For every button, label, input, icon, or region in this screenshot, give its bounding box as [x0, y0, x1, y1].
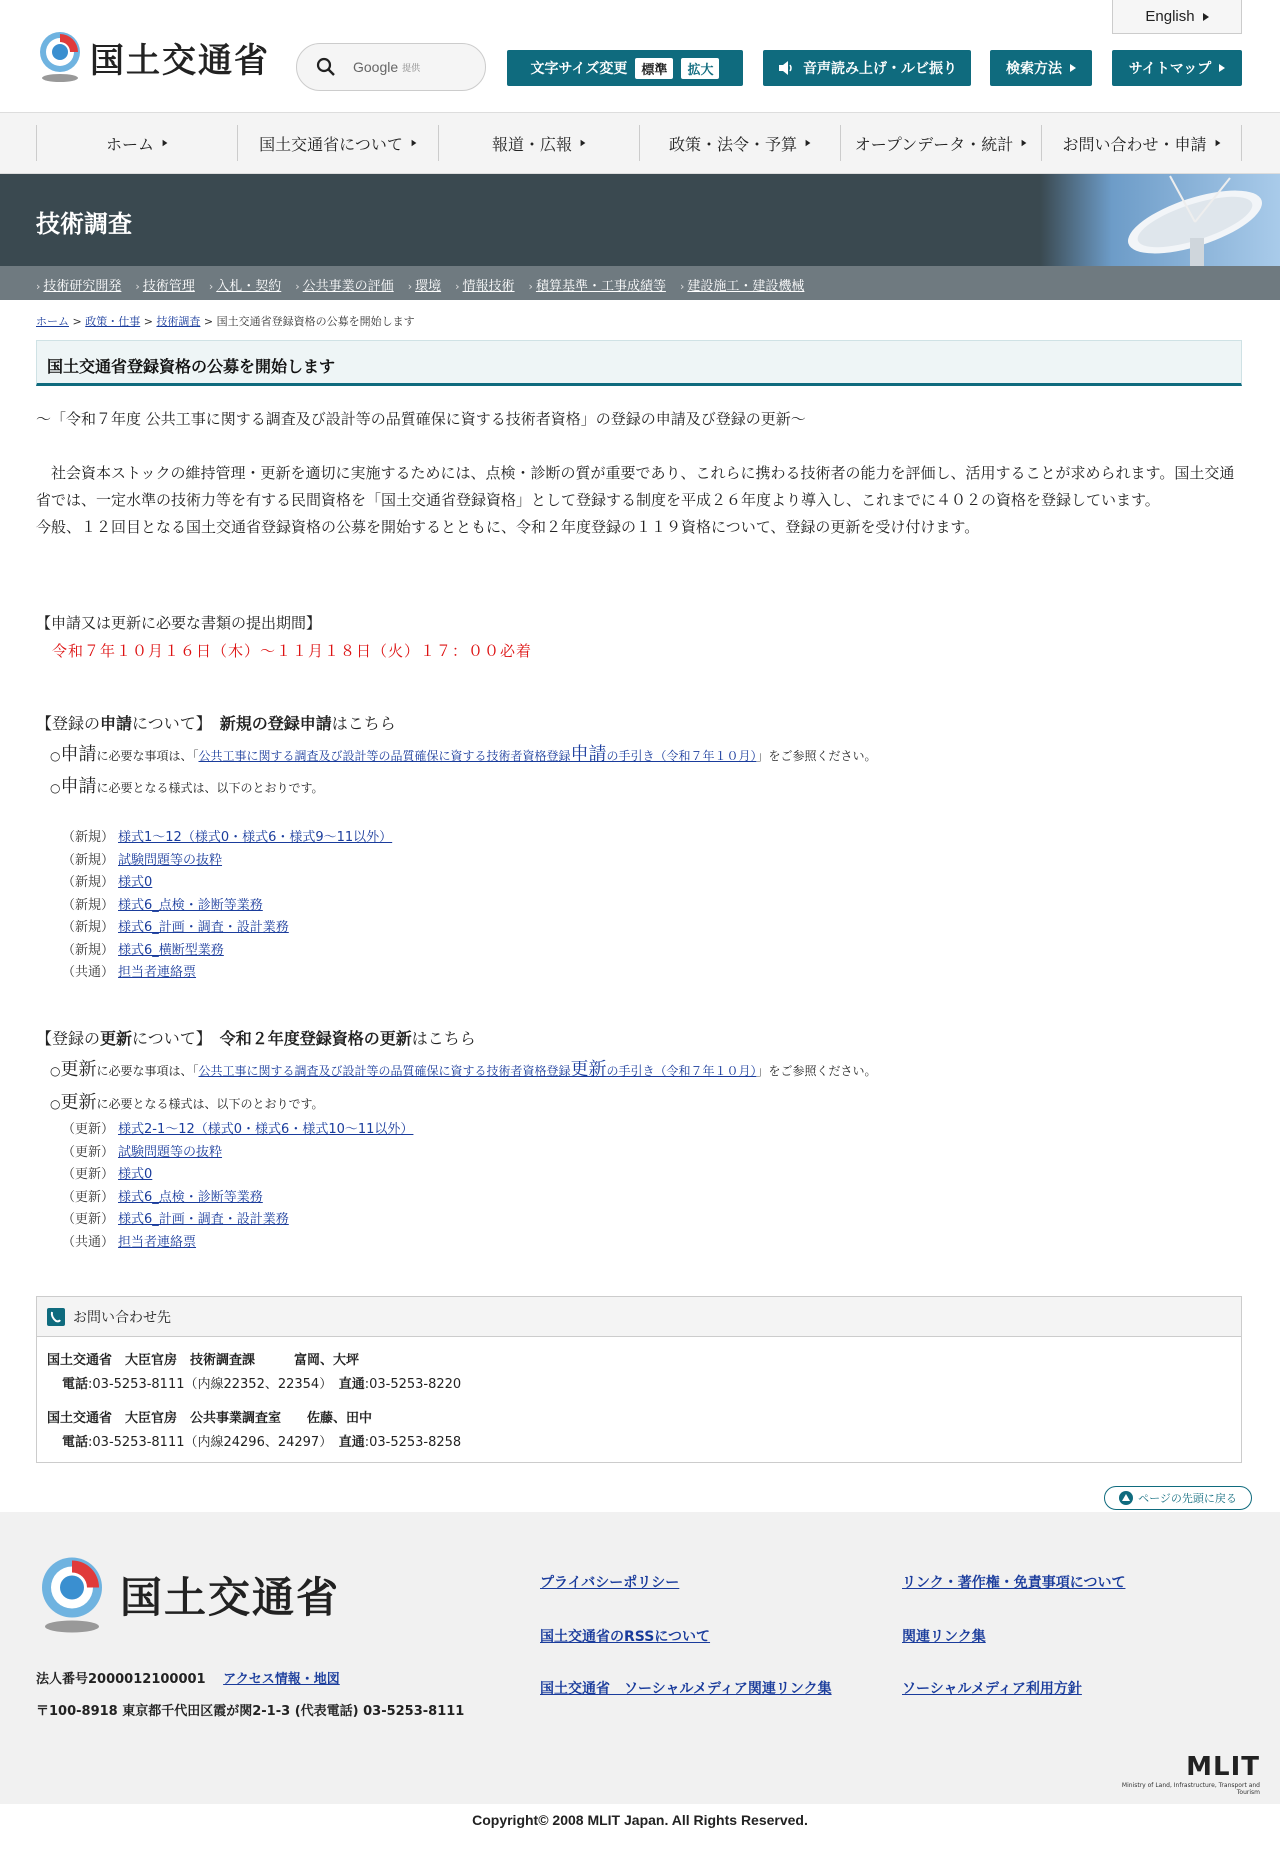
breadcrumb-tech[interactable]: 技術調査 — [156, 315, 201, 328]
site-footer — [0, 1512, 1280, 1804]
form-download-link[interactable]: 様式6_計画・調査・設計業務 — [118, 1212, 289, 1227]
arrow-up-icon — [1119, 1491, 1133, 1505]
chevron-right-icon — [1070, 64, 1076, 72]
sitemap-button[interactable] — [1112, 50, 1242, 86]
subnav-item — [408, 275, 441, 294]
footer-link-social[interactable]: 国土交通省 ソーシャルメディア関連リンク集 — [540, 1681, 832, 1697]
subnav-link-estimation[interactable]: 積算基準・工事成績等 — [535, 279, 666, 294]
form-list-item: （更新） 様式6_計画・調査・設計業務 — [62, 1212, 289, 1227]
deadline-label: 【申請又は更新に必要な書類の提出期間】 — [36, 614, 322, 632]
sub-nav — [0, 266, 1280, 300]
form-download-link[interactable]: 試験問題等の抜粋 — [118, 852, 223, 868]
form-list-item: （新規） 試験問題等の抜粋 — [62, 852, 223, 868]
section-banner — [0, 174, 1280, 266]
form-list-item: （新規） 様式6_点検・診断等業務 — [62, 897, 263, 913]
contact-title: お問い合わせ先 — [73, 1309, 171, 1326]
chevron-right-icon: › — [528, 280, 533, 293]
search-icon — [315, 56, 337, 78]
lead-text: ～「令和７年度 公共工事に関する調査及び設計等の品質確保に資する技術者資格」の登録の申請及び登録の更新～ — [36, 410, 806, 428]
subnav-item — [36, 275, 121, 294]
chevron-right-icon — [1022, 140, 1027, 146]
form-download-link[interactable]: 担当者連絡票 — [118, 1234, 197, 1250]
footer-logo-text: 国土交通省 — [120, 1573, 341, 1622]
chevron-right-icon: › — [36, 280, 41, 293]
form-list-item: （新規） 様式6_計画・調査・設計業務 — [62, 920, 289, 935]
chevron-right-icon — [411, 140, 416, 146]
back-to-top-button[interactable] — [1104, 1486, 1252, 1510]
chevron-right-icon: › — [679, 280, 685, 293]
speaker-icon — [777, 60, 795, 76]
form-list-item: （新規） 様式1～12（様式0・様式6・様式9～11以外） — [62, 830, 393, 845]
howto-label: 検索方法 — [1006, 61, 1062, 77]
contact-org-2: 国土交通省 大臣官房 公共事業調査室 佐藤、田中 — [47, 1411, 373, 1426]
subnav-item — [135, 275, 194, 294]
form-download-link[interactable]: 様式6_計画・調査・設計業務 — [118, 920, 289, 935]
form-download-link[interactable]: 様式2-1～12（様式0・様式6・様式10～11以外） — [118, 1122, 414, 1137]
gnav-item-policy[interactable]: 政策・法令・予算 — [639, 125, 840, 161]
global-nav — [0, 112, 1280, 174]
contact-box — [36, 1296, 1242, 1463]
corp-number-line: 法人番号2000012100001 アクセス情報・地図 — [36, 1672, 340, 1687]
copyright: Copyright© 2008 MLIT Japan. All Rights Reserved. — [472, 1812, 808, 1828]
chevron-right-icon: › — [135, 280, 140, 293]
form-download-link[interactable]: 様式6_点検・診断等業務 — [118, 1189, 263, 1205]
body-paragraph-1: 社会資本ストックの維持管理・更新を適切に実施するためには、点検・診断の質が重要であり、これらに携わる技術者の能力を評価し、活用することが求められます。国土交通省では、一定水準の技術力等を有する民間資格を「国土交通省登録資格」として登録する制度を平成２６年度より導入し、これまでに４０２の資格を登録しています。 — [36, 464, 1235, 509]
access-link[interactable]: アクセス情報・地図 — [223, 1672, 340, 1687]
subnav-link-environment[interactable]: 環境 — [415, 279, 442, 294]
google-sub: 提供 — [402, 63, 421, 74]
voice-label: 音声読み上げ・ルビ振り — [803, 61, 957, 77]
footer-address: 〒100-8918 東京都千代田区霞が関2-1-3 (代表電話) 03-5253-8111 — [36, 1704, 465, 1719]
chevron-right-icon — [1219, 64, 1225, 72]
gnav-item-home[interactable]: ホーム — [36, 125, 237, 161]
breadcrumb-policy[interactable]: 政策・仕事 — [85, 315, 141, 328]
form-list-item: （共通） 担当者連絡票 — [62, 1234, 197, 1250]
gnav-item-contact[interactable]: お問い合わせ・申請 — [1041, 125, 1242, 161]
gnav-item-opendata[interactable]: オープンデータ・統計 — [840, 125, 1041, 161]
footer-logo[interactable] — [36, 1552, 340, 1638]
search-howto-button[interactable] — [990, 50, 1092, 86]
apply-heading: 【登録の申請について】 新規の登録申請はこちら — [36, 714, 396, 733]
contact-tel-2: 電話:03-5253-8111（内線24296、24297） 直通:03-5253-8258 — [62, 1435, 462, 1450]
subnav-item — [209, 275, 281, 294]
breadcrumb-home[interactable]: ホーム — [36, 315, 69, 328]
sitemap-label: サイトマップ — [1128, 61, 1212, 77]
gnav-item-about[interactable]: 国土交通省について — [237, 125, 438, 161]
page-title-box — [36, 340, 1242, 386]
chevron-right-icon — [1215, 140, 1220, 146]
form-list-item: （新規） 様式0 — [62, 875, 153, 890]
font-size-normal-button[interactable]: 標準 — [635, 58, 673, 79]
chevron-right-icon: › — [455, 280, 460, 293]
footer-link-rss[interactable]: 国土交通省のRSSについて — [540, 1629, 711, 1645]
form-list-item: （更新） 試験問題等の抜粋 — [62, 1144, 223, 1160]
renew-note-guide: ○更新に必要な事項は、「公共工事に関する調査及び設計等の品質確保に資する技術者資格登録更新の手引き（令和７年１０月）」をご参照ください。 — [50, 1059, 877, 1080]
renew-forms-list — [62, 1118, 413, 1253]
form-download-link[interactable]: 様式0 — [118, 875, 153, 890]
chevron-right-icon — [806, 140, 811, 146]
chevron-right-icon: › — [407, 280, 413, 293]
contact-header — [37, 1297, 1241, 1337]
form-download-link[interactable]: 担当者連絡票 — [118, 965, 197, 980]
form-download-link[interactable]: 様式1～12（様式0・様式6・様式9～11以外） — [118, 830, 393, 845]
form-list-item: （更新） 様式6_点検・診断等業務 — [62, 1189, 263, 1205]
mlit-logo-icon — [36, 30, 84, 84]
satellite-dish-image — [1040, 174, 1280, 266]
subnav-item — [680, 275, 804, 294]
renew-heading: 【登録の更新について】 令和２年度登録資格の更新はこちら — [36, 1029, 476, 1048]
form-list-item: （更新） 様式2-1～12（様式0・様式6・様式10～11以外） — [62, 1122, 414, 1137]
voice-reading-button[interactable] — [763, 50, 971, 86]
renew-note-forms: ○更新に必要となる様式は、以下のとおりです。 — [50, 1092, 324, 1113]
footer-link-social-policy[interactable]: ソーシャルメディア利用方針 — [902, 1681, 1082, 1697]
apply-guide-link[interactable]: 公共工事に関する調査及び設計等の品質確保に資する技術者資格登録申請の手引き（令和７年１０月） — [198, 744, 757, 765]
google-brand: Google — [353, 59, 399, 75]
english-button[interactable] — [1112, 0, 1242, 34]
subnav-item — [455, 275, 514, 294]
form-download-link[interactable]: 試験問題等の抜粋 — [118, 1144, 223, 1160]
apply-note-guide: ○申請に必要な事項は、「公共工事に関する調査及び設計等の品質確保に資する技術者資格登録申請の手引き（令和７年１０月）」をご参照ください。 — [50, 744, 877, 765]
subnav-link-management[interactable]: 技術管理 — [142, 279, 195, 294]
subnav-link-evaluation[interactable]: 公共事業の評価 — [302, 279, 394, 294]
form-download-link[interactable]: 様式6_横断型業務 — [118, 942, 224, 958]
subnav-link-it[interactable]: 情報技術 — [462, 279, 515, 294]
font-size-control — [507, 50, 743, 86]
chevron-right-icon: › — [208, 280, 214, 293]
form-list-item: （新規） 様式6_横断型業務 — [62, 942, 224, 958]
section-title: 技術調査 — [36, 210, 132, 238]
english-label: English — [1145, 8, 1195, 25]
chevron-right-icon — [1203, 13, 1209, 21]
font-size-label: 文字サイズ変更 — [530, 61, 628, 77]
apply-note-forms: ○申請に必要となる様式は、以下のとおりです。 — [50, 776, 324, 797]
deadline-value: 令和７年１０月１６日（木）～１１月１８日（火）１７：００必着 — [52, 642, 533, 660]
google-search-box[interactable] — [296, 43, 486, 91]
breadcrumb: ホーム > 政策・仕事 > 技術調査 > 国土交通省登録資格の公募を開始します — [36, 315, 415, 328]
footer-link-related[interactable]: 関連リンク集 — [902, 1629, 986, 1645]
form-download-link[interactable]: 様式0 — [118, 1167, 153, 1182]
subnav-link-construction[interactable]: 建設施工・建設機械 — [687, 279, 805, 294]
form-list-item: （共通） 担当者連絡票 — [62, 965, 197, 980]
phone-icon — [47, 1308, 65, 1326]
contact-tel-1: 電話:03-5253-8111（内線22352、22354） 直通:03-5253-8220 — [62, 1377, 462, 1392]
form-list-item: （更新） 様式0 — [62, 1167, 153, 1182]
back-to-top-label: ページの先頭に戻る — [1138, 1492, 1237, 1505]
logo-text: 国土交通省 — [90, 40, 270, 81]
gnav-item-press[interactable]: 報道・広報 — [438, 125, 639, 161]
breadcrumb-current: 国土交通省登録資格の公募を開始します — [216, 315, 415, 328]
chevron-right-icon — [163, 140, 168, 146]
mlit-logo-icon — [36, 1552, 108, 1638]
footer-link-copyright[interactable]: リンク・著作権・免責事項について — [902, 1575, 1126, 1591]
renew-guide-link[interactable]: 公共工事に関する調査及び設計等の品質確保に資する技術者資格登録更新の手引き（令和７年１０月） — [198, 1059, 757, 1080]
subnav-item — [529, 275, 666, 294]
body-text — [36, 460, 1242, 541]
apply-forms-list — [62, 826, 392, 984]
site-header — [0, 0, 1280, 112]
footer-link-privacy[interactable]: プライバシーポリシー — [540, 1575, 680, 1591]
subnav-link-bidding[interactable]: 入札・契約 — [216, 279, 282, 294]
site-logo[interactable] — [36, 30, 270, 84]
chevron-right-icon: › — [295, 280, 300, 293]
mlit-wordmark: MLIT Ministry of Land, Infrastructure, Transport and Tourism — [1121, 1752, 1260, 1796]
chevron-right-icon — [581, 140, 586, 146]
font-size-large-button[interactable]: 拡大 — [681, 58, 719, 79]
subnav-item — [295, 275, 393, 294]
contact-org-1: 国土交通省 大臣官房 技術調査課 富岡、大坪 — [47, 1353, 360, 1368]
subnav-link-research[interactable]: 技術研究開発 — [43, 279, 122, 294]
body-paragraph-2: 今般、１２回目となる国土交通省登録資格の公募を開始するとともに、令和２年度登録の１１９資格について、登録の更新を受け付けます。 — [36, 518, 980, 536]
form-download-link[interactable]: 様式6_点検・診断等業務 — [118, 897, 263, 913]
page-title: 国土交通省登録資格の公募を開始します — [47, 357, 336, 376]
